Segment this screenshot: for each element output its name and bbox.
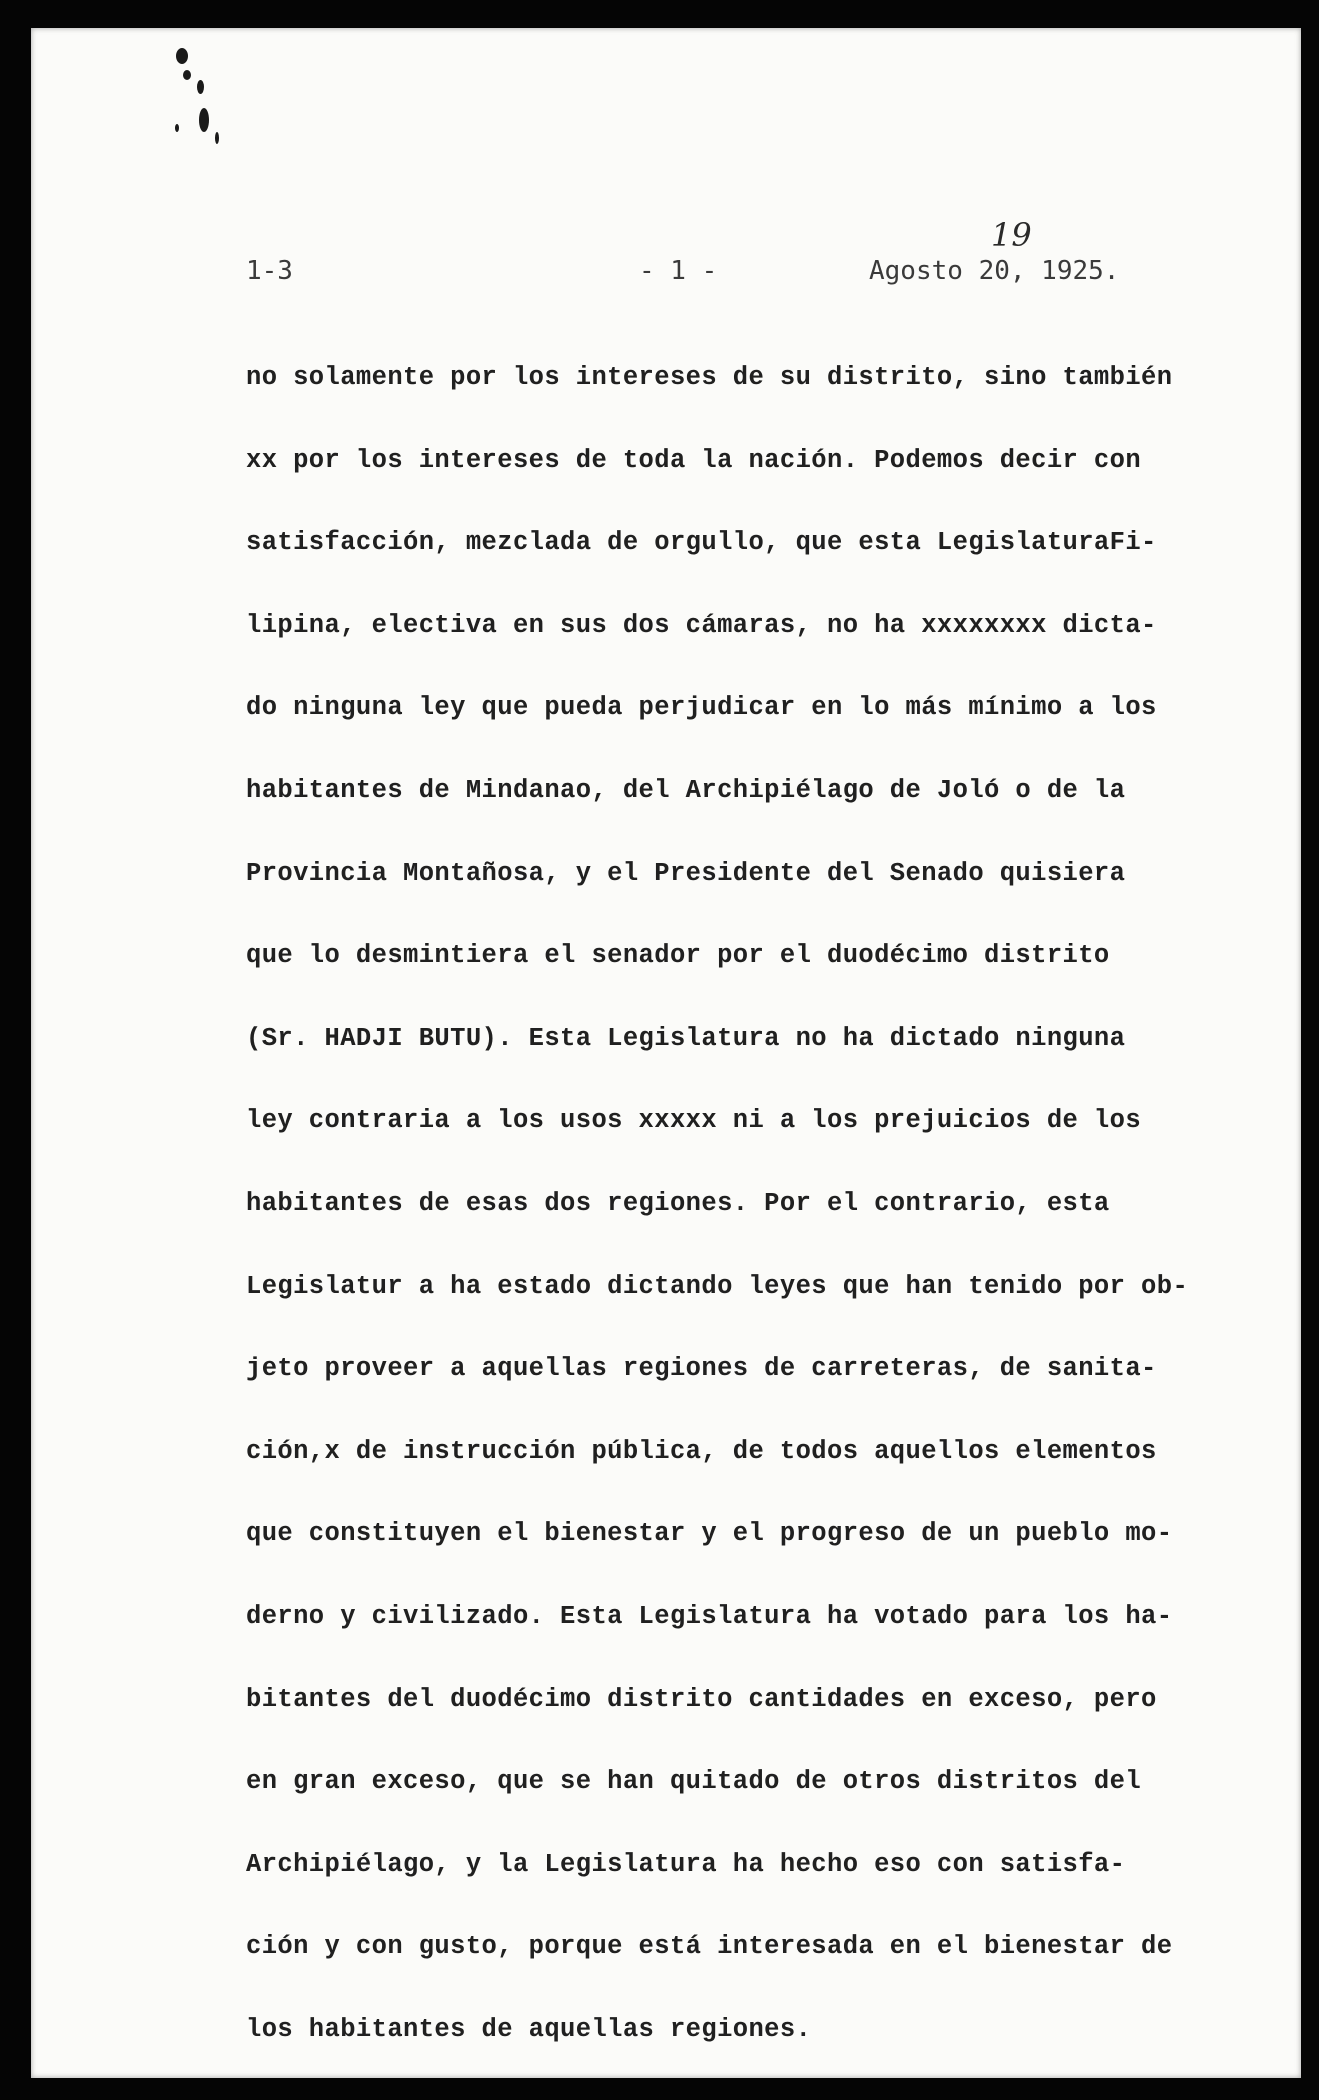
- header-reference: 1-3: [246, 256, 293, 286]
- text-line: bitantes del duodécimo distrito cantidades en exceso, pero: [246, 1684, 1157, 1714]
- text-line: ción,x de instrucción pública, de todos aquellos elementos: [246, 1436, 1157, 1466]
- ink-speck: [176, 48, 188, 64]
- page-header: [31, 256, 1301, 296]
- text-line: no solamente por los intereses de su distrito, sino también: [246, 363, 1173, 392]
- document-page: [31, 28, 1301, 2078]
- text-line: jeto proveer a aquellas regiones de carreteras, de sanita-: [246, 1354, 1157, 1384]
- ink-speck: [199, 108, 209, 132]
- text-line: habitantes de Mindanao, del Archipiélago de Joló o de la: [246, 775, 1126, 805]
- text-line: los habitantes de aquellas regiones.: [246, 2014, 812, 2044]
- text-line: en gran exceso, que se han quitado de otros distritos del: [246, 1767, 1142, 1797]
- text-line: xx por los intereses de toda la nación. Podemos decir con: [246, 445, 1142, 475]
- ink-speck: [183, 70, 191, 80]
- page-number: - 1 -: [639, 256, 718, 286]
- header-date: Agosto 20, 1925.: [869, 256, 1120, 286]
- text-line: que constituyen el bienestar y el progreso de un pueblo mo-: [246, 1519, 1173, 1549]
- text-line: satisfacción, mezclada de orgullo, que esta LegislaturaFi-: [246, 528, 1157, 558]
- handwritten-correction: 19: [991, 216, 1032, 254]
- text-line: Provincia Montañosa, y el Presidente del Senado quisiera: [246, 858, 1126, 888]
- text-line: Legislatur a ha estado dictando leyes que han tenido por ob-: [246, 1271, 1189, 1301]
- text-line: ción y con gusto, porque está interesada en el bienestar de: [246, 1932, 1173, 1962]
- text-line: que lo desmintiera el senador por el duodécimo distrito: [246, 941, 1110, 971]
- text-line: derno y civilizado. Esta Legislatura ha votado para los ha-: [246, 1601, 1173, 1631]
- text-line: Archipiélago, y la Legislatura ha hecho eso con satisfa-: [246, 1849, 1126, 1879]
- body-text: [246, 358, 1236, 2092]
- text-line: (Sr. HADJI BUTU). Esta Legislatura no ha dictado ninguna: [246, 1023, 1126, 1053]
- ink-speck: [215, 132, 219, 144]
- text-line: do ninguna ley que pueda perjudicar en lo más mínimo a los: [246, 693, 1157, 723]
- text-line: ley contraria a los usos xxxxx ni a los prejuicios de los: [246, 1106, 1142, 1136]
- text-line: lipina, electiva en sus dos cámaras, no ha xxxxxxxx dicta-: [246, 610, 1157, 640]
- ink-speck: [175, 124, 179, 132]
- ink-speck: [197, 80, 204, 94]
- text-line: habitantes de esas dos regiones. Por el contrario, esta: [246, 1188, 1110, 1218]
